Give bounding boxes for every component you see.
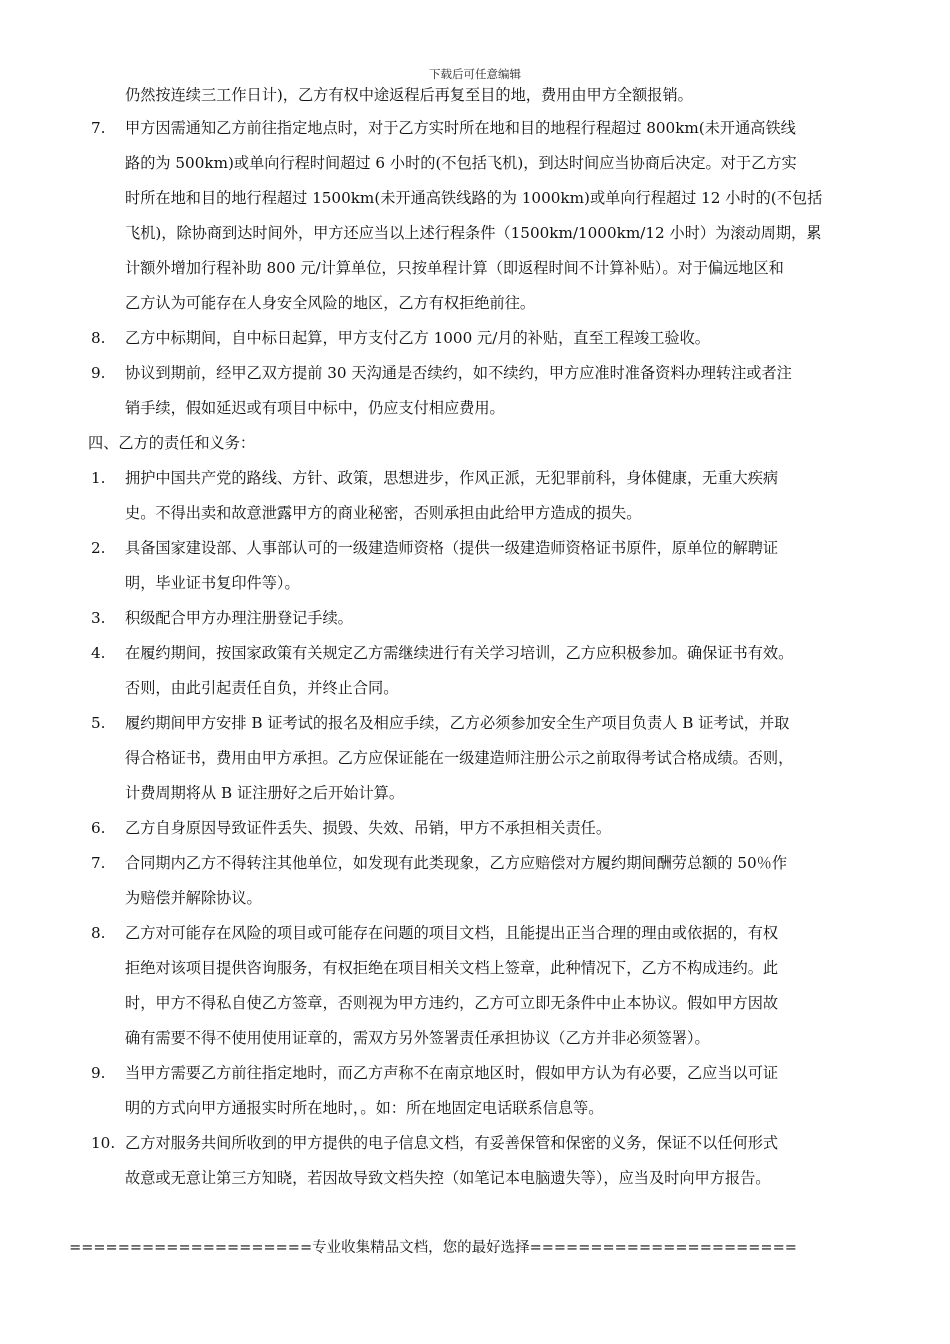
line-text: 积级配合甲方办理注册登记手续。 xyxy=(125,609,353,627)
line-text: 销手续，假如延迟或有项目中标中，仍应支付相应费用。 xyxy=(125,399,505,417)
line-text: 故意或无意让第三方知晓，若因故导致文档失控（如笔记本电脑遗失等），应当及时向甲方报告。 xyxy=(125,1169,771,1187)
document-line xyxy=(88,496,868,531)
item-number: 2. xyxy=(91,539,106,557)
document-line xyxy=(88,671,868,706)
line-text: 明的方式向甲方通报实时所在地时，。如：所在地固定电话联系信息等。 xyxy=(125,1099,604,1117)
line-text: 协议到期前，经甲乙双方提前 30 天沟通是否续约，如不续约，甲方应准时准备资料办理转注或者注 xyxy=(125,364,792,382)
line-text: 乙方中标期间，自中标日起算，甲方支付乙方 1000 元/月的补贴，直至工程竣工验收。 xyxy=(125,329,710,347)
line-text: 计费周期将从 B 证注册好之后开始计算。 xyxy=(125,784,405,802)
line-text: 乙方自身原因导致证件丢失、损毁、失效、吊销，甲方不承担相关责任。 xyxy=(125,819,611,837)
document-line xyxy=(88,531,868,566)
document-line xyxy=(88,916,868,951)
item-number: 7. xyxy=(91,854,106,872)
item-number: 4. xyxy=(91,644,106,662)
item-number: 10. xyxy=(91,1134,116,1152)
document-line xyxy=(88,986,868,1021)
line-text: 史。不得出卖和故意泄露甲方的商业秘密，否则承担由此给甲方造成的损失。 xyxy=(125,504,642,522)
document-line xyxy=(88,80,868,111)
document-line xyxy=(88,741,868,776)
document-line xyxy=(88,601,868,636)
document-line xyxy=(88,391,868,426)
line-text: 否则，由此引起责任自负，并终止合同。 xyxy=(125,679,399,697)
line-text: 飞机)，除协商到达时间外，甲方还应当以上述行程条件（1500km/1000km/12 小时）为滚动周期，累 xyxy=(125,224,822,242)
line-text: 路的为 500km)或单向行程时间超过 6 小时的(不包括飞机)，到达时间应当协商后决定。对于乙方实 xyxy=(125,154,797,172)
line-text: 时所在地和目的地行程超过 1500km(未开通高铁线路的为 1000km)或单向行程超过 12 小时的(不包括 xyxy=(125,189,823,207)
line-text: 仍然按连续三工作日计)，乙方有权中途返程后再复至目的地，费用由甲方全额报销。 xyxy=(125,86,693,104)
item-number: 9. xyxy=(91,1064,106,1082)
line-text: 时，甲方不得私自使乙方签章，否则视为甲方违约，乙方可立即无条件中止本协议。假如甲方因故 xyxy=(125,994,779,1012)
document-body xyxy=(88,80,868,1196)
document-line xyxy=(88,321,868,356)
item-number: 6. xyxy=(91,819,106,837)
item-number: 3. xyxy=(91,609,106,627)
item-number: 5. xyxy=(91,714,106,732)
item-number: 7. xyxy=(91,119,106,137)
document-line xyxy=(88,1021,868,1056)
line-text: 乙方对可能存在风险的项目或可能存在问题的项目文档，且能提出正当合理的理由或依据的，有权 xyxy=(125,924,779,942)
item-number: 8. xyxy=(91,329,106,347)
document-line xyxy=(88,1161,868,1196)
line-text: 在履约期间，按国家政策有关规定乙方需继续进行有关学习培训，乙方应积极参加。确保证书有效。 xyxy=(125,644,794,662)
line-text: 计额外增加行程补助 800 元/计算单位，只按单程计算（即返程时间不计算补贴）。对于偏远地区和 xyxy=(125,259,784,277)
document-line xyxy=(88,881,868,916)
document-line xyxy=(88,251,868,286)
line-text: 具备国家建设部、人事部认可的一级建造师资格（提供一级建造师资格证书原件，原单位的解聘证 xyxy=(125,539,779,557)
line-text: 四、乙方的责任和义务： xyxy=(88,434,256,452)
line-text: 拒绝对该项目提供咨询服务，有权拒绝在项目相关文档上签章，此种情况下，乙方不构成违约。此 xyxy=(125,959,779,977)
line-text: 确有需要不得不使用使用证章的，需双方另外签署责任承担协议（乙方并非必须签署）。 xyxy=(125,1029,710,1047)
line-text: 合同期内乙方不得转注其他单位，如发现有此类现象，乙方应赔偿对方履约期间酬劳总额的 50％作 xyxy=(125,854,788,872)
document-line xyxy=(88,216,868,251)
item-number: 8. xyxy=(91,924,106,942)
line-text: 乙方认为可能存在人身安全风险的地区，乙方有权拒绝前往。 xyxy=(125,294,536,312)
document-line xyxy=(88,356,868,391)
line-text: 得合格证书，费用由甲方承担。乙方应保证能在一级建造师注册公示之前取得考试合格成绩。否则， xyxy=(125,749,794,767)
section-heading xyxy=(88,426,868,461)
document-line xyxy=(88,566,868,601)
document-line xyxy=(88,1091,868,1126)
document-line xyxy=(88,1126,868,1161)
document-line xyxy=(88,636,868,671)
page-header: 下载后可任意编辑 xyxy=(429,67,521,81)
page-footer: ====================专业收集精品文档，您的最好选择====================== xyxy=(69,1240,797,1256)
line-text: 乙方对服务共间所收到的甲方提供的电子信息文档，有妥善保管和保密的义务，保证不以任何形式 xyxy=(125,1134,779,1152)
line-text: 当甲方需要乙方前往指定地时，而乙方声称不在南京地区时，假如甲方认为有必要，乙应当以可证 xyxy=(125,1064,779,1082)
document-line xyxy=(88,811,868,846)
item-number: 9. xyxy=(91,364,106,382)
document-line xyxy=(88,776,868,811)
line-text: 甲方因需通知乙方前往指定地点时，对于乙方实时所在地和目的地程行程超过 800km(未开通高铁线 xyxy=(125,119,796,137)
line-text: 拥护中国共产党的路线、方针、政策，思想进步，作风正派，无犯罪前科，身体健康，无重大疾病 xyxy=(125,469,779,487)
document-line xyxy=(88,846,868,881)
document-line xyxy=(88,286,868,321)
document-line xyxy=(88,706,868,741)
document-line xyxy=(88,951,868,986)
item-number: 1. xyxy=(91,469,106,487)
document-line xyxy=(88,146,868,181)
document-line xyxy=(88,1056,868,1091)
document-line xyxy=(88,461,868,496)
document-line xyxy=(88,181,868,216)
document-line xyxy=(88,111,868,146)
line-text: 明，毕业证书复印件等）。 xyxy=(125,574,300,592)
line-text: 履约期间甲方安排 B 证考试的报名及相应手续，乙方必须参加安全生产项目负责人 B 证考试，并取 xyxy=(125,714,790,732)
line-text: 为赔偿并解除协议。 xyxy=(125,889,262,907)
